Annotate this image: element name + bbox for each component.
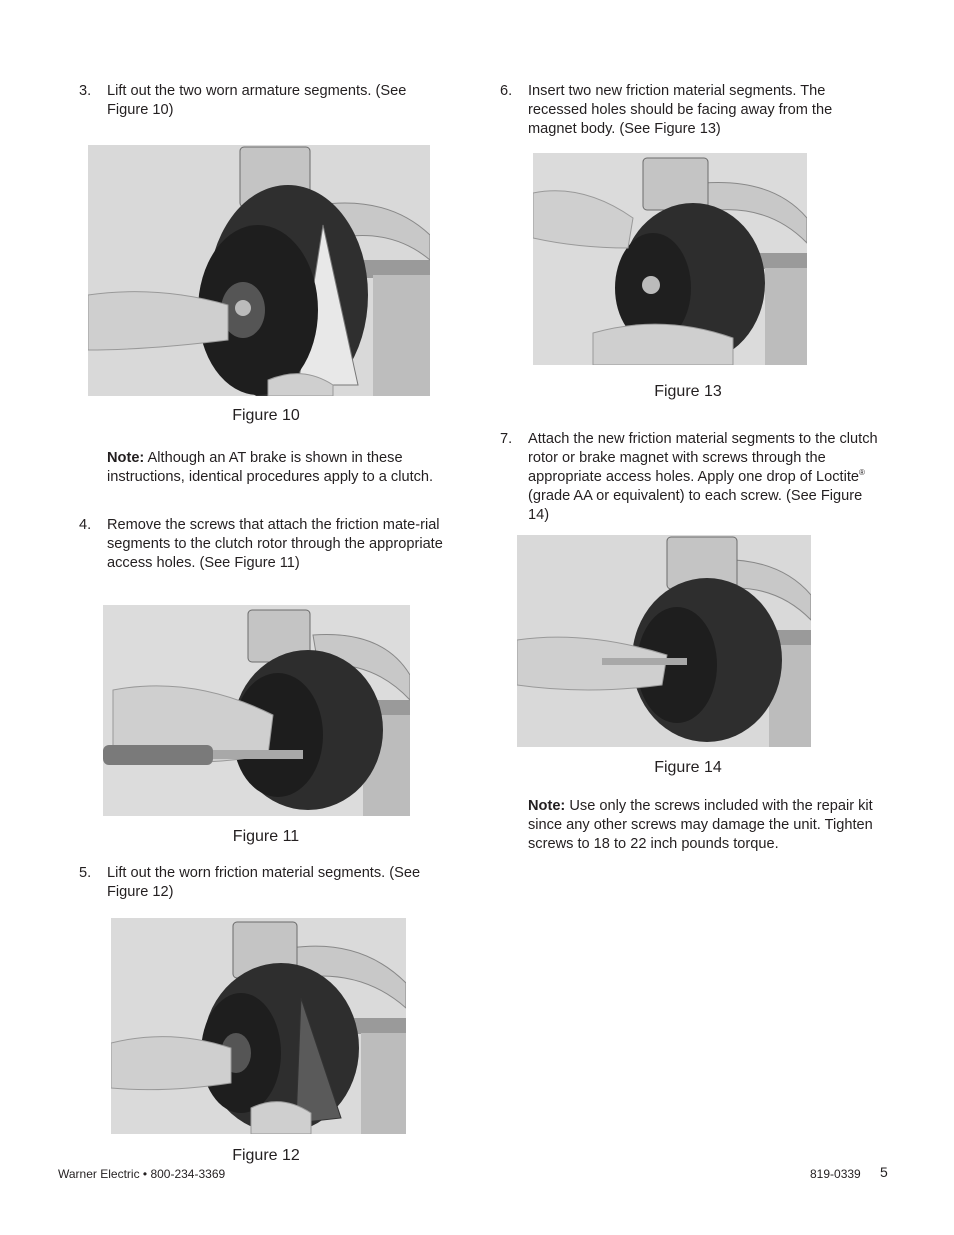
note-label: Note: — [528, 798, 566, 814]
step-text: Lift out the two worn armature segments. (See Figure 10) — [107, 83, 407, 118]
figure-13-photo — [533, 153, 807, 365]
figure-14-caption: Figure 14 — [654, 759, 722, 776]
note-2 — [528, 797, 878, 854]
registered-mark: ® — [859, 468, 865, 478]
figure-10-caption: Figure 10 — [232, 407, 300, 424]
step-number: 6. — [500, 83, 513, 99]
note-text: Although an AT brake is shown in these instructions, identical procedures apply to a clutch. — [107, 450, 434, 485]
figure-10-photo — [88, 145, 430, 396]
figure-12-photo — [111, 918, 406, 1134]
footer-company-phone: Warner Electric • 800-234-3369 — [58, 1167, 226, 1181]
step-text-part-1: Attach the new friction material segments to the clutch rotor or brake magnet with screws through the appropriate access holes. Apply one drop of Loctite — [528, 431, 878, 485]
figure-11-caption: Figure 11 — [232, 828, 300, 845]
step-number: 7. — [500, 431, 513, 447]
step-text: Remove the screws that attach the friction mate-rial segments to the clutch rotor through the appropriate access holes. (See Figure 11) — [107, 517, 443, 571]
step-number: 4. — [79, 517, 92, 533]
step-text: Lift out the worn friction material segments. (See Figure 12) — [107, 865, 421, 900]
figure-14-photo — [517, 535, 811, 747]
step-number: 5. — [79, 865, 92, 881]
figure-13-caption: Figure 13 — [654, 383, 722, 400]
note-text: Use only the screws included with the repair kit since any other screws may damage the unit. Tighten screws to 18 to 22 inch pounds torque. — [528, 798, 873, 852]
note-1 — [107, 449, 437, 487]
step-number: 3. — [79, 83, 92, 99]
step-text-part-2: (grade AA or equivalent) to each screw. (See Figure 14) — [528, 488, 863, 523]
figure-11-photo — [103, 605, 410, 816]
step-text: Insert two new friction material segments. The recessed holes should be facing away from the magnet body. (See Figure 13) — [528, 83, 833, 137]
page-number: 5 — [880, 1164, 888, 1180]
figure-12-caption: Figure 12 — [232, 1147, 300, 1164]
note-label: Note: — [107, 450, 145, 466]
footer-doc-number: 819-0339 — [810, 1167, 861, 1181]
step-text — [528, 430, 878, 525]
